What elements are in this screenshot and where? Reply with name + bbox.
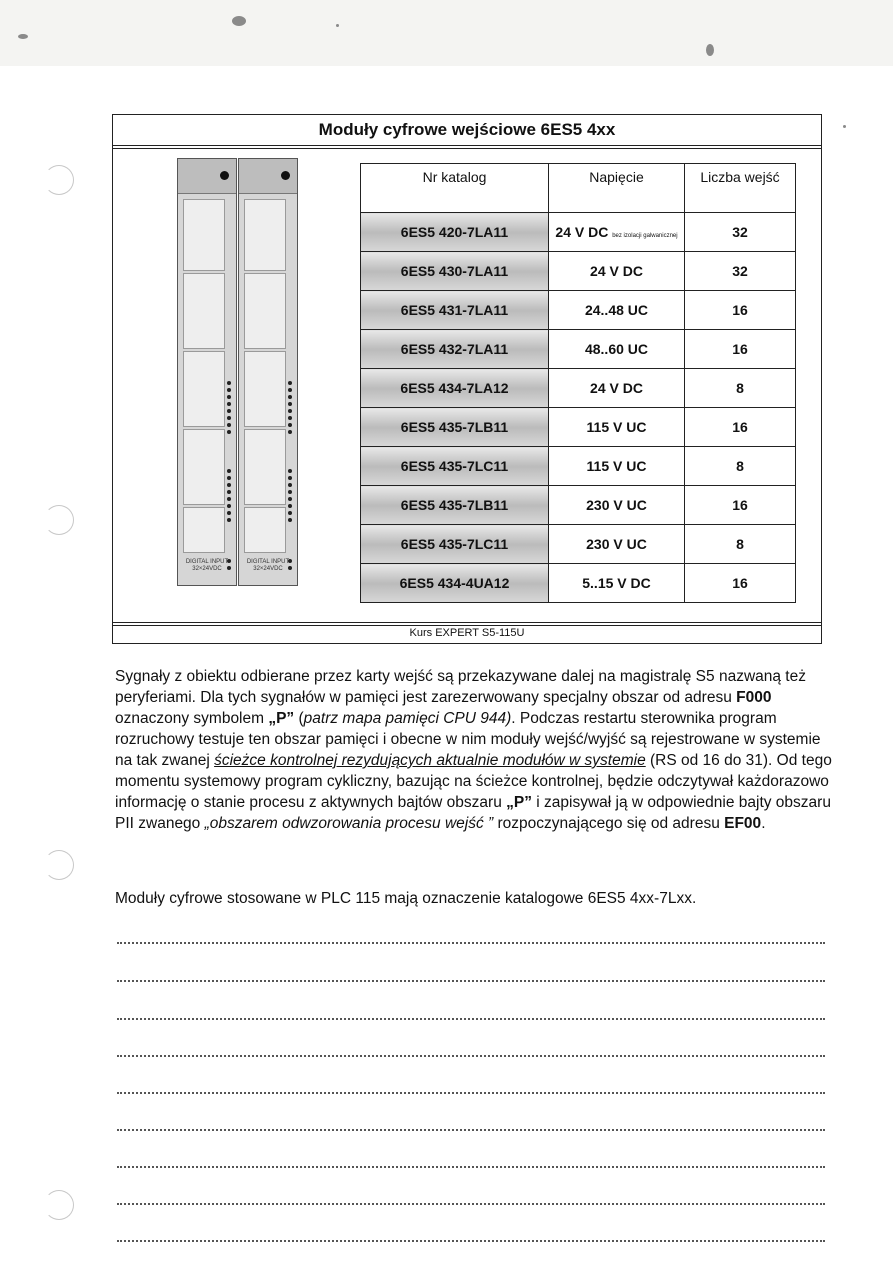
scan-speck (232, 16, 246, 26)
module-label: DIGITAL INPUT 32×24VDC (185, 559, 229, 572)
punch-hole (44, 505, 74, 535)
cell-napiecie: 5..15 V DC (549, 564, 685, 603)
table-row (361, 564, 796, 603)
module-image-right (238, 158, 298, 586)
catalog-table (360, 163, 796, 603)
writing-line (117, 1166, 825, 1168)
led-column (288, 381, 293, 437)
cell-napiecie: 115 V UC (549, 408, 685, 447)
led-column (227, 381, 232, 437)
underlined-term: ścieżce kontrolnej rezydujących aktualnie modułów w systemie (214, 752, 646, 769)
punch-hole (44, 1190, 74, 1220)
cell-nr: 6ES5 435-7LC11 (361, 447, 549, 486)
cell-nr: 6ES5 435-7LC11 (361, 525, 549, 564)
cell-napiecie: 230 V UC (549, 525, 685, 564)
figure-title: Moduły cyfrowe wejściowe 6ES5 4xx (318, 120, 616, 139)
cell-liczba: 16 (685, 408, 796, 447)
table-row (361, 252, 796, 291)
cell-napiecie: 230 V UC (549, 486, 685, 525)
cell-liczba: 8 (685, 369, 796, 408)
cell-nr: 6ES5 432-7LA11 (361, 330, 549, 369)
cell-liczba: 16 (685, 486, 796, 525)
cell-liczba: 16 (685, 291, 796, 330)
divider (113, 145, 821, 146)
header-nr: Nr katalog (361, 164, 549, 213)
writing-line (117, 942, 825, 944)
writing-line (117, 1203, 825, 1205)
scan-speck (336, 24, 339, 27)
table-row (361, 369, 796, 408)
table-row (361, 330, 796, 369)
scan-top-strip (0, 0, 893, 66)
cell-liczba: 32 (685, 252, 796, 291)
table-row (361, 447, 796, 486)
writing-line (117, 1055, 825, 1057)
cell-nr: 6ES5 430-7LA11 (361, 252, 549, 291)
cell-napiecie: 115 V UC (549, 447, 685, 486)
table-row (361, 486, 796, 525)
cell-nr: 6ES5 420-7LA11 (361, 213, 549, 252)
scan-speck (843, 125, 846, 128)
cell-napiecie: 24 V DC (549, 369, 685, 408)
cell-nr: 6ES5 434-4UA12 (361, 564, 549, 603)
divider (113, 148, 821, 149)
cell-liczba: 16 (685, 564, 796, 603)
figure-footer: Kurs EXPERT S5-115U (409, 627, 525, 639)
punch-hole (44, 850, 74, 880)
cell-napiecie: 48..60 UC (549, 330, 685, 369)
cell-napiecie: 24 V DC (549, 252, 685, 291)
cell-napiecie: 24 V DC bez izolacji galwanicznej (549, 213, 685, 252)
punch-hole (44, 165, 74, 195)
table-row (361, 408, 796, 447)
table-row (361, 291, 796, 330)
led-column (288, 469, 293, 525)
cell-nr: 6ES5 431-7LA11 (361, 291, 549, 330)
body-paragraph: Sygnały z obiektu odbierane przez karty wejść są przekazywane dalej na magistralę S5 nazwaną też peryferiami. Dla tych sygnałów w pamięci jest zarezerwowany specjalny obszar od adresu F000 oznaczony symbolem „P” (patrz mapa pamięci CPU 944). Podczas restartu sterownika program rozruchowy testuje ten obszar pamięci i obecne w nim moduły wejść/wyjść są rejestrowane w systemie na tak zwanej ścieżce kontrolnej rezydujących aktualnie modułów w systemie (RS od 16 do 31). Od tego momentu systemowy program cykliczny, bazując na ścieżce kontrolnej, będzie odczytywał każdorazowo informację o stanie procesu z aktywnych bajtów obszaru „P” i zapisywał ją w odpowiednie bajty obszaru PII zwanego „obszarem odwzorowania procesu wejść ” rozpoczynającego się od adresu EF00. (115, 668, 832, 832)
writing-line (117, 1240, 825, 1242)
divider (113, 622, 821, 623)
cell-nr: 6ES5 435-7LB11 (361, 486, 549, 525)
cell-liczba: 8 (685, 447, 796, 486)
cell-note: bez izolacji galwanicznej (612, 233, 678, 239)
led-dot-icon (220, 171, 229, 180)
module-label: DIGITAL INPUT 32×24VDC (246, 559, 290, 572)
cell-liczba: 16 (685, 330, 796, 369)
table-header-row (361, 164, 796, 213)
cell-nr: 6ES5 435-7LB11 (361, 408, 549, 447)
scan-speck (706, 44, 714, 56)
led-column (227, 469, 232, 525)
led-dot-icon (281, 171, 290, 180)
cell-liczba: 8 (685, 525, 796, 564)
header-liczba: Liczba wejść (685, 164, 796, 213)
writing-line (117, 1018, 825, 1020)
cell-napiecie: 24..48 UC (549, 291, 685, 330)
cell-nr: 6ES5 434-7LA12 (361, 369, 549, 408)
writing-line (117, 1092, 825, 1094)
module-image-left (177, 158, 237, 586)
table-row (361, 213, 796, 252)
table-row (361, 525, 796, 564)
writing-line (117, 980, 825, 982)
cell-liczba: 32 (685, 213, 796, 252)
body-paragraph-2: Moduły cyfrowe stosowane w PLC 115 mają oznaczenie katalogowe 6ES5 4xx-7Lxx. (115, 890, 697, 907)
scan-speck (18, 34, 28, 39)
header-napiecie: Napięcie (549, 164, 685, 213)
writing-line (117, 1129, 825, 1131)
